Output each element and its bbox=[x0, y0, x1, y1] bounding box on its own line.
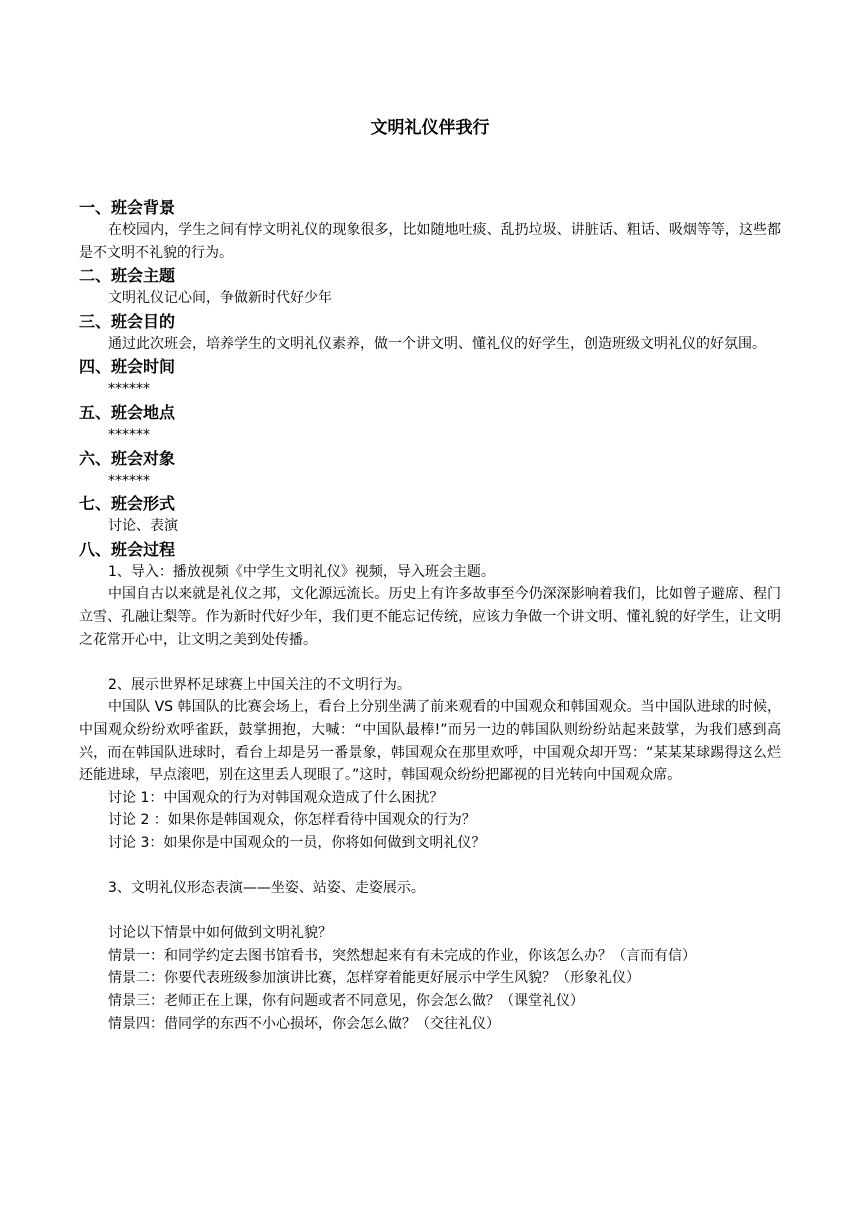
blank-line bbox=[79, 651, 781, 674]
blank-line bbox=[79, 854, 781, 877]
paragraph: 3、文明礼仪形态表演——坐姿、站姿、走姿展示。 bbox=[108, 880, 425, 897]
section bbox=[79, 492, 781, 538]
section-heading: 八、班会过程 bbox=[79, 539, 176, 559]
section bbox=[79, 538, 781, 1035]
paragraph: 讨论以下情景中如何做到文明礼貌？ bbox=[108, 925, 332, 942]
paragraph: 情景四：借同学的东西不小心损坏，你会怎么做？（交往礼仪） bbox=[108, 1015, 500, 1032]
paragraph: ****** bbox=[108, 472, 150, 489]
section bbox=[79, 196, 781, 264]
paragraph: ****** bbox=[108, 426, 150, 443]
paragraph: 讨论 3：如果你是中国观众的一员，你将如何做到文明礼仪？ bbox=[108, 834, 486, 851]
paragraph: 讨论 1：中国观众的行为对韩国观众造成了什么困扰？ bbox=[108, 789, 444, 806]
paragraph: 2、展示世界杯足球赛上中国关注的不文明行为。 bbox=[108, 676, 411, 693]
section-heading: 三、班会目的 bbox=[79, 311, 176, 331]
document-title: 文明礼仪伴我行 bbox=[370, 118, 490, 138]
section bbox=[79, 355, 781, 401]
paragraph: 文明礼仪记心间，争做新时代好少年 bbox=[108, 290, 332, 307]
paragraph: 在校园内，学生之间有悖文明礼仪的现象很多，比如随地吐痰、乱扔垃圾、讲脏话、粗话、吸烟等等，这些都是不文明不礼貌的行为。 bbox=[79, 222, 781, 261]
section-heading: 六、班会对象 bbox=[79, 448, 176, 468]
section bbox=[79, 447, 781, 493]
paragraph: 情景一：和同学约定去图书馆看书，突然想起来有有未完成的作业，你该怎么办？（言而有信） bbox=[108, 947, 696, 964]
paragraph: 中国队 VS 韩国队的比赛会场上，看台上分别坐满了前来观看的中国观众和韩国观众。当中国队进球的时候，中国观众纷纷欢呼雀跃，鼓掌拥抱，大喊：“中国队最棒!”而另一边的韩国队则纷纷站起来鼓掌，为我们感到高兴，而在韩国队进球时，看台上却是另一番景象，韩国观众在那里欢呼，中国观众却开骂：“某某某球踢得这么烂还能进球，早点滚吧，别在这里丢人现眼了。”这时，韩国观众纷纷把鄙视的目光转向中国观众席。 bbox=[79, 699, 781, 784]
paragraph: ****** bbox=[108, 381, 150, 398]
paragraph: 讨论、表演 bbox=[108, 518, 178, 535]
blank-line bbox=[79, 900, 781, 923]
section bbox=[79, 264, 781, 310]
section bbox=[79, 401, 781, 447]
paragraph: 讨论 2 ：如果你是韩国观众，你怎样看待中国观众的行为？ bbox=[108, 812, 476, 829]
section-heading: 四、班会时间 bbox=[79, 357, 176, 377]
paragraph: 中国自古以来就是礼仪之邦，文化源远流长。历史上有许多故事至今仍深深影响着我们，比如曾子避席、程门立雪、孔融让梨等。作为新时代好少年，我们更不能忘记传统，应该力争做一个讲文明、懂礼貌的好学生，让文明之花常开心中，让文明之美到处传播。 bbox=[79, 586, 781, 648]
document-body bbox=[79, 196, 781, 1035]
paragraph: 通过此次班会，培养学生的文明礼仪素养，做一个讲文明、懂礼仪的好学生，创造班级文明礼仪的好氛围。 bbox=[108, 335, 766, 352]
paragraph: 情景三：老师正在上课，你有问题或者不同意见，你会怎么做？（课堂礼仪） bbox=[108, 993, 584, 1010]
section-heading: 五、班会地点 bbox=[79, 402, 176, 422]
section-heading: 七、班会形式 bbox=[79, 494, 176, 514]
paragraph: 情景二：你要代表班级参加演讲比赛，怎样穿着能更好展示中学生风貌？（形象礼仪） bbox=[108, 970, 640, 987]
section bbox=[79, 310, 781, 356]
section-heading: 二、班会主题 bbox=[79, 266, 176, 286]
section-heading: 一、班会背景 bbox=[79, 198, 176, 217]
paragraph: 1、导入：播放视频《中学生文明礼仪》视频，导入班会主题。 bbox=[108, 563, 495, 580]
